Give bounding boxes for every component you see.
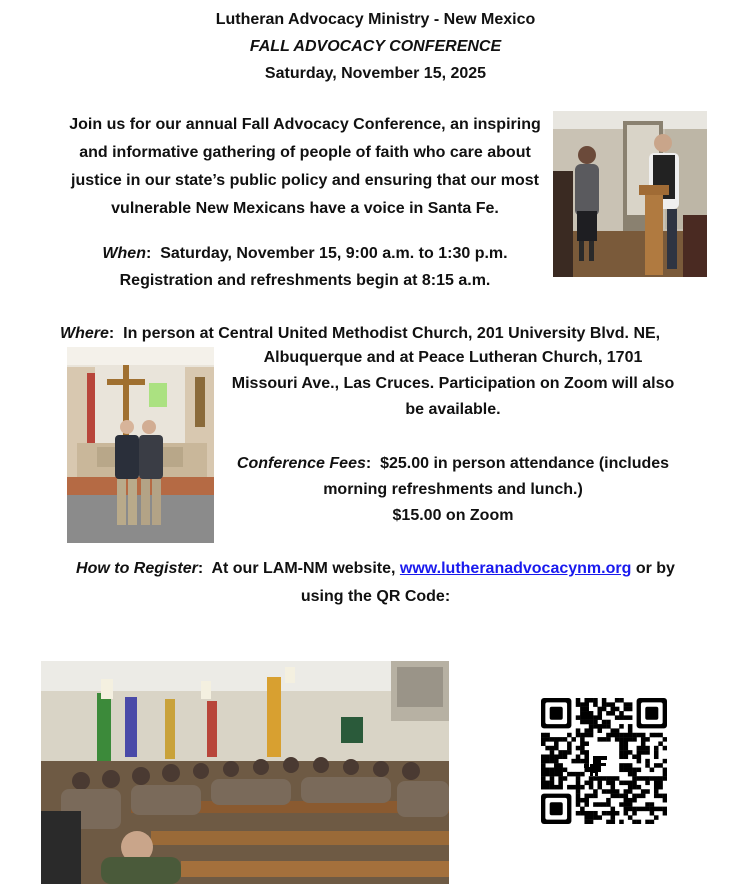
- where-line: Missouri Ave., Las Cruces. Participation on Zoom will also: [231, 375, 675, 392]
- register-line: How to Register: At our LAM-NM website, www.lutheranadvocacynm.org or by: [76, 560, 675, 577]
- audience-photo: [41, 661, 449, 884]
- where-line: Albuquerque and at Peace Lutheran Church, 1701: [263, 349, 643, 366]
- when-line: When: Saturday, November 15, 9:00 a.m. to 1:30 p.m.: [102, 245, 508, 262]
- org-name: Lutheran Advocacy Ministry - New Mexico: [215, 11, 536, 28]
- when-section: [55, 240, 555, 294]
- fees-section: [222, 451, 684, 529]
- register-label: How to Register: [76, 560, 198, 577]
- website-link[interactable]: www.lutheranadvocacynm.org: [399, 560, 632, 577]
- intro-line: Join us for our annual Fall Advocacy Conference, an inspiring: [69, 116, 541, 133]
- in-person-fee-cont: morning refreshments and lunch.): [323, 481, 583, 498]
- event-date: Saturday, November 15, 2025: [264, 65, 487, 82]
- when-label: When: [102, 245, 146, 262]
- register-text: At our LAM-NM website,: [211, 560, 396, 577]
- altar-photo: [67, 347, 214, 543]
- where-continued: [222, 345, 684, 423]
- when-value: Saturday, November 15, 9:00 a.m. to 1:30 p.m.: [160, 245, 508, 262]
- intro-line: justice in our state’s public policy and ensuring that our most: [71, 172, 539, 189]
- event-title: FALL ADVOCACY CONFERENCE: [249, 38, 502, 55]
- qr-code-graphic: [541, 698, 667, 824]
- register-line-2: using the QR Code:: [300, 588, 451, 605]
- in-person-fee: $25.00 in person attendance (includes: [380, 455, 670, 472]
- where-label: Where: [60, 325, 109, 342]
- fees-line: Conference Fees: $25.00 in person attendance (includes: [236, 455, 670, 472]
- register-section: [0, 555, 751, 611]
- where-first-line: In person at Central United Methodist Church, 201 University Blvd. NE,: [123, 325, 661, 342]
- registration-time: Registration and refreshments begin at 8:15 a.m.: [119, 272, 491, 289]
- where-line: Where: In person at Central United Methodist Church, 201 University Blvd. NE,: [60, 325, 661, 342]
- register-text-after: or by: [635, 560, 675, 577]
- zoom-fee: $15.00 on Zoom: [392, 507, 514, 524]
- qr-code[interactable]: [541, 698, 667, 824]
- intro-line: vulnerable New Mexicans have a voice in Santa Fe.: [111, 200, 499, 217]
- fees-label: Conference Fees: [236, 455, 366, 472]
- speaker-photo: [553, 111, 707, 277]
- header: [0, 6, 751, 87]
- intro-line: and informative gathering of people of faith who care about: [79, 144, 531, 161]
- where-line: be available.: [405, 401, 501, 418]
- intro-paragraph: [55, 111, 555, 223]
